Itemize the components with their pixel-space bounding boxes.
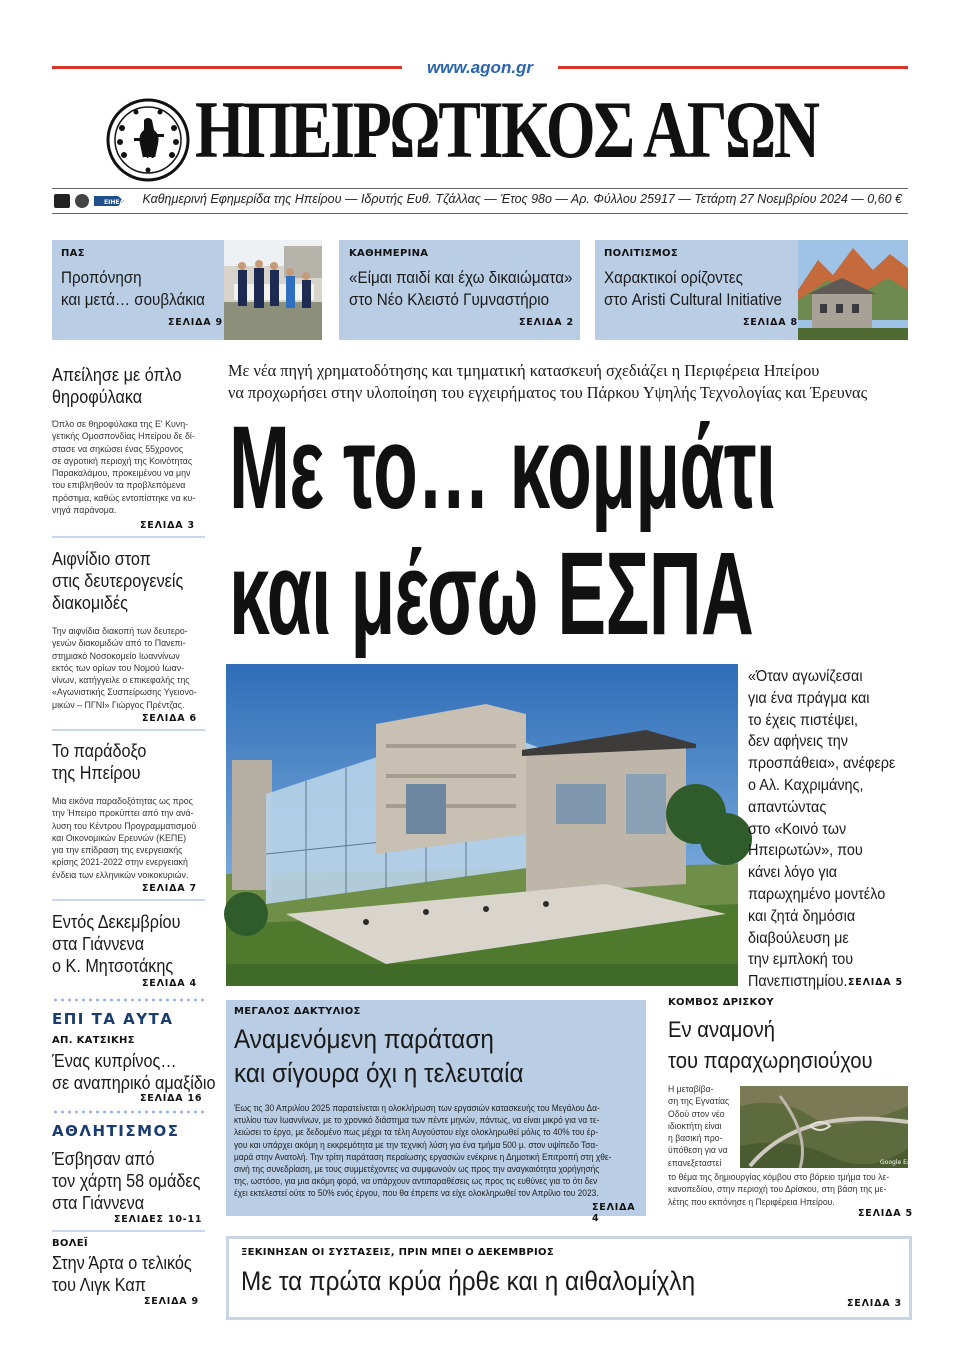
sidebar-page-ref: ΣΕΛΙΔΑ 7 bbox=[142, 883, 197, 894]
teaser-page-ref: ΣΕΛΙΔΑ 9 bbox=[168, 317, 223, 328]
teaser-title-line: στο Aristi Cultural Initiative bbox=[604, 291, 782, 309]
drisko-body-left bbox=[668, 1084, 729, 1170]
quote-line: προσπάθεια», ανέφερε bbox=[748, 755, 896, 773]
volley-title-line[interactable]: του Λιγκ Καπ bbox=[52, 1275, 146, 1295]
quote-line: παρωχημένο μοντέλο bbox=[748, 885, 886, 903]
sidebar-title-line[interactable]: θηροφύλακα bbox=[52, 387, 143, 407]
quote-line: «Όταν αγωνίζεσαι bbox=[748, 668, 863, 685]
body-line: γου και υπάρχει ακόμη η εκκρεμότητα με την τεχνική λύση για ένα τμήμα 500 μ. στον υψίπεδο Τσα- bbox=[234, 1139, 599, 1151]
lead-line: να προχωρήσει στην υλοποίηση του εγχειρήματος του Πάρκου Υψηλής Τεχνολογίας και Έρευνας bbox=[228, 383, 868, 402]
body-line: η βασική προ- bbox=[668, 1133, 723, 1145]
sidebar-separator bbox=[52, 729, 205, 731]
quote-line: δεν αφήνεις την bbox=[748, 733, 848, 751]
main-page-ref: ΣΕΛΙΔΑ 5 bbox=[848, 977, 903, 988]
quote-line: για ένα πράγμα και bbox=[748, 689, 870, 707]
sidebar-title-line[interactable]: Εντός Δεκεμβρίου bbox=[52, 912, 181, 932]
teaser-kicker: ΠΑΣ bbox=[61, 248, 85, 259]
body-line: Μια εικόνα παραδοξότητας ως προς bbox=[52, 796, 193, 807]
sidebar-body bbox=[52, 796, 209, 882]
drisko-body-full bbox=[668, 1172, 889, 1209]
teaser-kathimerina[interactable] bbox=[339, 240, 580, 340]
section-divider-dots bbox=[52, 998, 205, 1002]
football-team-photo bbox=[224, 240, 322, 340]
body-line: Έως τις 30 Απριλίου 2025 παρατείνεται η ολοκλήρωση των εργασιών κατασκευής του Μεγάλου Δα- bbox=[234, 1103, 600, 1114]
body-line: σε αγροτική περιοχή της Κοινότητας bbox=[52, 455, 193, 467]
ring-road-body bbox=[234, 1103, 611, 1201]
section-title-epi-ta-auta: ΕΠΙ ΤΑ ΑΥΤΑ bbox=[52, 1010, 174, 1028]
sidebar-title-line[interactable]: στα Γιάννενα bbox=[52, 934, 145, 954]
smog-title: Με τα πρώτα κρύα ήρθε και η αιθαλομίχλη bbox=[241, 1266, 696, 1296]
sports-title-line[interactable]: στα Γιάννενα bbox=[52, 1193, 145, 1213]
headline-line: Με το… κομμάτι bbox=[229, 402, 776, 534]
headline-line: και μέσω ΕΣΠΑ bbox=[229, 528, 754, 660]
body-line: γετικής Ομοσπονδίας Ηπείρου δε δί- bbox=[52, 431, 195, 443]
sidebar-title-line[interactable]: της Ηπείρου bbox=[52, 763, 141, 783]
main-lead bbox=[228, 360, 890, 404]
assoc-logo-icon bbox=[75, 194, 89, 208]
body-line: Την αιφνίδια διακοπή των δευτερο- bbox=[52, 626, 188, 637]
teaser-pas[interactable] bbox=[52, 240, 322, 340]
body-line: ϋπόθεση για να bbox=[668, 1145, 728, 1157]
volley-title-line[interactable]: Στην Άρτα ο τελικός bbox=[52, 1253, 192, 1273]
teaser-title-line: Χαρακτικοί ορίζοντες bbox=[604, 269, 743, 287]
body-line: ένδεια των ελληνικών νοικοκυριών. bbox=[52, 869, 189, 881]
sports-page-ref: ΣΕΛΙΔΕΣ 10-11 bbox=[114, 1214, 203, 1225]
quote-line: Πανεπιστημίου. bbox=[748, 973, 848, 991]
teaser-politismos[interactable] bbox=[595, 240, 908, 340]
sidebar-body bbox=[52, 626, 209, 712]
body-line: μικών – ΠΓΝΙ» Γιώργος Πρέντζας. bbox=[52, 699, 185, 711]
sidebar-title-line[interactable]: Το παράδοξο bbox=[52, 741, 147, 761]
smog-article[interactable] bbox=[226, 1236, 912, 1320]
teaser-kicker: ΚΑΘΗΜΕΡΙΝΑ bbox=[349, 248, 429, 259]
quote-line: κάνει λόγο για bbox=[748, 864, 838, 882]
sidebar-separator bbox=[52, 1230, 205, 1232]
teaser-title-line: στο Νέο Κλειστό Γυμναστήριο bbox=[349, 291, 550, 309]
drisko-title[interactable] bbox=[668, 1014, 873, 1076]
body-line: σινή της συνεδρίαση, με τους συμμετέχοντες να συμφωνούν ως προς την αναγκαιότητα χορήγησής bbox=[234, 1164, 600, 1176]
body-line: μαρά στην Ανατολή. Την τρίτη παράταση περαίωσης εργασιών ενέκρινε η Δημοτική Επιτροπή στη χθε- bbox=[234, 1151, 612, 1163]
quote-line: την εμπλοκή του bbox=[748, 951, 854, 969]
sidebar-title-line[interactable]: ο Κ. Μητσοτάκης bbox=[52, 956, 174, 976]
quote-line: ο Αλ. Καχριμάνης, bbox=[748, 776, 864, 794]
sidebar-separator bbox=[52, 899, 205, 901]
body-line: στημιακό Νοσοκομείο Ιωαννίνων bbox=[52, 650, 180, 662]
title-line: και σίγουρα όχι η τελευταία bbox=[234, 1058, 524, 1088]
body-line: Οδού στον νέο bbox=[668, 1108, 725, 1120]
mountain-village-photo bbox=[798, 240, 908, 340]
teaser-page-ref: ΣΕΛΙΔΑ 8 bbox=[743, 317, 798, 328]
sports-title-line[interactable]: τον χάρτη 58 ομάδες bbox=[52, 1171, 201, 1191]
body-line: νηγά παράνομα. bbox=[52, 505, 117, 517]
teaser-kicker: ΠΟΛΙΤΙΣΜΟΣ bbox=[604, 248, 678, 259]
ring-road-page-ref: ΣΕΛΙΔΑ 4 bbox=[592, 1202, 636, 1224]
ieha-logo-icon bbox=[54, 194, 70, 208]
body-line: το θέμα της δημιουργίας κόμβου στο βόρειο τμήμα του λε- bbox=[668, 1172, 890, 1183]
ring-road-article[interactable] bbox=[226, 1000, 646, 1224]
masthead-title[interactable]: ΗΠΕΙΡΩΤΙΚΟΣ ΑΓΩΝ bbox=[195, 84, 818, 175]
sidebar-title-line[interactable]: διακομιδές bbox=[52, 593, 128, 613]
ring-road-title bbox=[234, 1022, 524, 1090]
volley-page-ref: ΣΕΛΙΔΑ 9 bbox=[144, 1296, 199, 1307]
logo-text: ΕΙΗΕΑ bbox=[104, 199, 125, 206]
column-author: ΑΠ. ΚΑΤΣΙΚΗΣ bbox=[52, 1035, 135, 1046]
publisher-logos bbox=[54, 193, 124, 209]
body-line: λυση του Κέντρου Προγραμματισμού bbox=[52, 820, 197, 832]
body-line: για την επίδραση της ενεργειακής bbox=[52, 845, 183, 857]
section-divider-dots bbox=[52, 1110, 205, 1114]
sidebar-page-ref: ΣΕΛΙΔΑ 6 bbox=[142, 713, 197, 724]
map-credit: Google Earth bbox=[880, 1159, 920, 1166]
tech-park-rendering-photo bbox=[226, 664, 738, 986]
top-rule-left bbox=[52, 66, 402, 69]
quote-line: διαβούλευση με bbox=[748, 929, 849, 947]
sidebar-page-ref: ΣΕΛΙΔΑ 4 bbox=[142, 978, 197, 989]
title-line: του παραχωρησιούχου bbox=[668, 1048, 873, 1073]
teaser-title-line: και μετά… σουβλάκια bbox=[61, 291, 205, 309]
sidebar-page-ref: ΣΕΛΙΔΑ 3 bbox=[140, 520, 195, 531]
body-line: την Ήπειρο προκύπτει από την ανά- bbox=[52, 808, 194, 820]
body-line: Παρακαλάμου, προκειμένου να μην bbox=[52, 468, 191, 480]
sidebar-title-line[interactable]: Απείλησε με όπλο bbox=[52, 365, 182, 385]
body-line: στασε να σηκώσει ένας 55χρονος bbox=[52, 443, 184, 455]
newspaper-seal-icon bbox=[106, 98, 190, 182]
smog-page-ref: ΣΕΛΙΔΑ 3 bbox=[847, 1298, 902, 1309]
sidebar-separator bbox=[52, 536, 205, 538]
column-title-line[interactable]: σε αναπηρικό αμαξίδιο bbox=[52, 1073, 216, 1093]
title-line: Εν αναμονή bbox=[668, 1017, 776, 1042]
sports-title-line[interactable]: Έσβησαν από bbox=[52, 1149, 155, 1169]
sidebar-title-line[interactable]: Αιφνίδιο στοπ bbox=[52, 549, 151, 569]
smog-kicker: ΞΕΚΙΝΗΣΑΝ ΟΙ ΣΥΣΤΑΣΕΙΣ, ΠΡΙΝ ΜΠΕΙ Ο ΔΕΚΕΜΒΡΙΟΣ bbox=[241, 1247, 554, 1258]
title-line: Αναμενόμενη παράταση bbox=[234, 1024, 494, 1054]
top-rule-right bbox=[558, 66, 908, 69]
quote-line: Ηπειρωτών», που bbox=[748, 842, 863, 860]
drisko-satellite-map bbox=[740, 1086, 920, 1168]
body-line: γενών διακομιδών από το Πανεπι- bbox=[52, 638, 186, 650]
body-line: «Αγωνιστικής Συσπείρωσης Υγειονο- bbox=[52, 687, 197, 699]
body-line: και Οικονομικών Ερευνών (ΚΕΠΕ) bbox=[52, 832, 187, 844]
body-line: εκτός των ορίων του Νομού Ιωαν- bbox=[52, 662, 185, 674]
teaser-page-ref: ΣΕΛΙΔΑ 2 bbox=[519, 317, 574, 328]
drisko-kicker: ΚΟΜΒΟΣ ΔΡΙΣΚΟΥ bbox=[668, 997, 774, 1008]
quote-line: στο «Κοινό των bbox=[748, 820, 847, 838]
body-line: Η μεταβίβα- bbox=[668, 1084, 714, 1095]
column-page-ref: ΣΕΛΙΔΑ 16 bbox=[140, 1093, 203, 1104]
body-line: κτυλίου των Ιωαννίνων, με το χρονικό διάστημα των πέντε μηνών, πάντως, να είναι μικρό για να τε- bbox=[234, 1115, 600, 1127]
site-url-link[interactable]: www.agon.gr bbox=[426, 58, 534, 77]
teaser-title-line: Προπόνηση bbox=[61, 269, 142, 287]
body-line: πρόστιμα, καθώς εντοπίστηκε να κυ- bbox=[52, 492, 196, 504]
main-headline[interactable] bbox=[229, 402, 776, 660]
lead-line: Με νέα πηγή χρηματοδότησης και τμηματική κατασκευή σχεδιάζει η Περιφέρεια Ηπείρου bbox=[228, 361, 820, 380]
info-bar bbox=[52, 188, 908, 214]
sidebar-body bbox=[52, 419, 208, 517]
teaser-title-line: «Είμαι παιδί και έχω δικαιώματα» bbox=[349, 269, 573, 287]
quote-line: και ζητά δημόσια bbox=[748, 907, 856, 925]
main-quote bbox=[748, 666, 901, 993]
body-line: κρίσης 2021-2022 στην ενεργειακή bbox=[52, 857, 188, 869]
body-line: ση της Εγνατίας bbox=[668, 1096, 730, 1108]
column-title-line[interactable]: Ένας κυπρίνος… bbox=[52, 1051, 177, 1071]
quote-line: το έχεις πιστέψει, bbox=[748, 711, 859, 729]
body-line: ιδιοκτήτη είναι bbox=[668, 1120, 722, 1132]
body-line: επανεξεταστεί bbox=[668, 1157, 722, 1169]
body-line: κανοπεδίου, στην περιοχή του Δρίσκου, στη βάση της με- bbox=[668, 1184, 887, 1196]
volley-kicker: ΒΟΛΕΪ bbox=[52, 1238, 88, 1249]
quote-line: απαντώντας bbox=[748, 798, 827, 816]
drisko-page-ref: ΣΕΛΙΔΑ 5 bbox=[858, 1208, 913, 1219]
seal-text: ΑΓΩΝ bbox=[137, 156, 159, 164]
sidebar-title-line[interactable]: στις δευτερογενείς bbox=[52, 571, 184, 591]
body-line: λειώσει το έργο, με δεδομένο πως μέχρι τα τέλη Αυγούστου είχε ολοκληρωθεί μόλις το 40% του έρ- bbox=[234, 1127, 598, 1139]
body-line: λέτης που εκπόνησε η Περιφέρεια Ηπείρου. bbox=[668, 1196, 835, 1208]
issue-info: Καθημερινή Εφημερίδα της Ηπείρου — Ιδρυτής Ευθ. Τζάλλας — Έτος 98ο — Αρ. Φύλλου 25917 — Τετάρτη 27 Νοεμβρίου 2024 — 0,60 € bbox=[142, 192, 902, 206]
body-line: έχει εκτελεστεί ούτε το 50% ενός έργου, που θα έπρεπε να είχε ολοκληρωθεί τον Απρίλιο του 2023. bbox=[234, 1188, 599, 1200]
ring-road-kicker: ΜΕΓΑΛΟΣ ΔΑΚΤΥΛΙΟΣ bbox=[234, 1006, 361, 1017]
body-line: Όπλο σε θηροφύλακα της Ε' Κυνη- bbox=[52, 419, 189, 430]
body-line: του επιβληθούν τα προβλεπόμενα bbox=[52, 480, 186, 492]
body-line: της, ωστόσο, για μια ακόμη φορά, να υπάρχουν αντιπαραθέσεις ως προς τις ευθύνες για το ότι δεν bbox=[234, 1176, 598, 1188]
section-title-sports: ΑΘΛΗΤΙΣΜΟΣ bbox=[52, 1122, 180, 1140]
body-line: νίνων, κατήγγειλε ο επικεφαλής της bbox=[52, 675, 190, 687]
